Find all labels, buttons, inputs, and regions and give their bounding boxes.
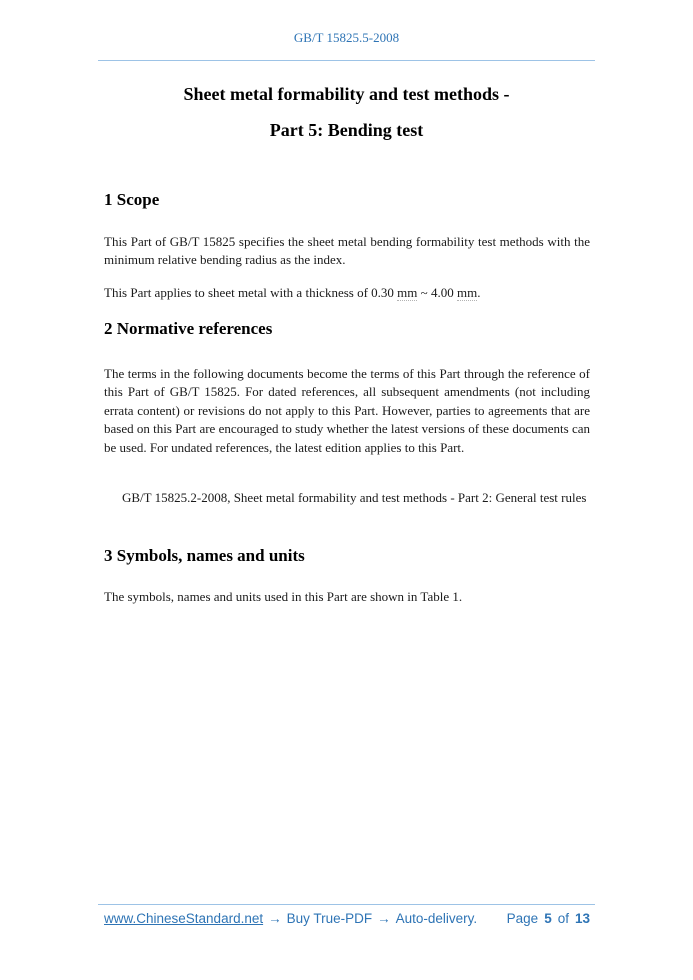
footer-buy-text: Buy True-PDF <box>286 911 373 926</box>
page-current-number: 5 <box>544 911 552 926</box>
page-indicator <box>507 910 590 928</box>
section-heading-symbols: 3 Symbols, names and units <box>104 546 305 565</box>
footer-delivery-text: Auto-delivery. <box>395 911 478 926</box>
section-heading-scope: 1 Scope <box>104 190 160 209</box>
footer-left-group <box>104 910 477 928</box>
section-heading-normative-references: 2 Normative references <box>104 319 273 338</box>
page-label: Page <box>506 911 539 926</box>
footer-rule <box>98 904 595 905</box>
footer-website-link[interactable]: www.ChineseStandard.net <box>104 911 264 926</box>
page-of-label: of <box>557 911 569 926</box>
page-total-number: 13 <box>574 911 590 926</box>
paragraph-normative-1: The terms in the following documents become the terms of this Part through the reference of this Part of GB/T 15825. For dated references, all subsequent amendments (not including errata content) or revisions do not apply to this Part. However, parties to agreements that are based on this Part are encouraged to study whether the latest versions of these documents can be used. For undated references, the latest edition applies to this Part. <box>104 366 590 455</box>
header-standard-number: GB/T 15825.5-2008 <box>293 30 400 45</box>
paragraph-symbols-1: The symbols, names and units used in this Part are shown in Table 1. <box>104 589 463 604</box>
header-rule <box>98 60 595 61</box>
paragraph-scope-1: This Part of GB/T 15825 specifies the sheet metal bending formability test methods with the minimum relative bending radius as the index. <box>104 234 590 268</box>
paragraph-scope-2: This Part applies to sheet metal with a thickness of 0.30 mm ~ 4.00 mm. <box>104 285 481 300</box>
document-title-line1: Sheet metal formability and test methods - <box>183 84 510 104</box>
footer <box>104 910 590 928</box>
document-title-line2: Part 5: Bending test <box>269 120 424 140</box>
arrow-right-icon: → <box>268 911 282 926</box>
reference-entry: GB/T 15825.2-2008, Sheet metal formability and test methods - Part 2: General test rules <box>122 490 587 505</box>
arrow-right-icon: → <box>377 911 391 926</box>
